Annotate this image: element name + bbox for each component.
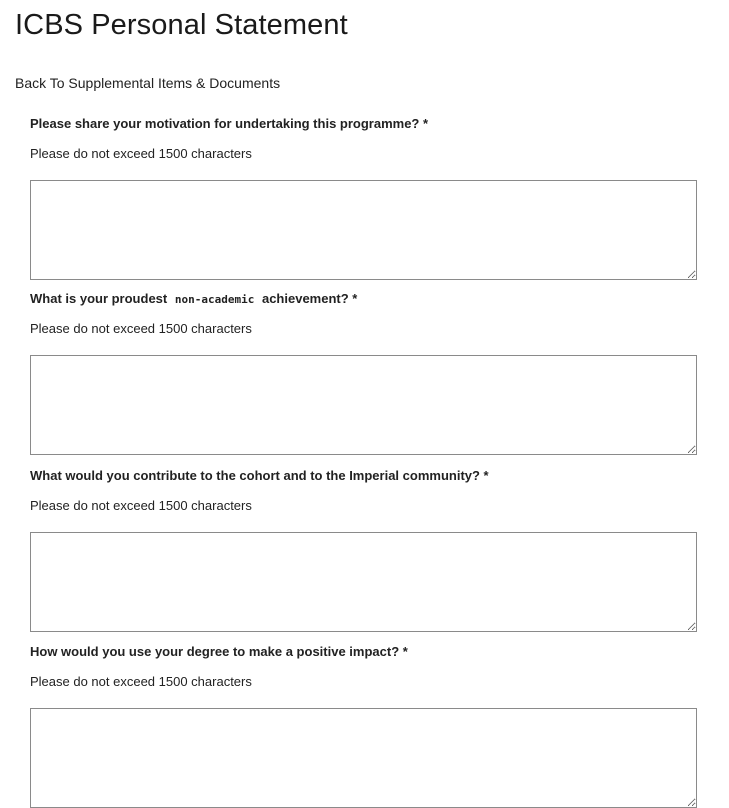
impact-textarea[interactable] xyxy=(30,708,697,808)
character-limit-hint: Please do not exceed 1500 characters xyxy=(30,146,252,161)
character-limit-hint: Please do not exceed 1500 characters xyxy=(30,498,252,513)
back-to-supplemental-link[interactable]: Back To Supplemental Items & Documents xyxy=(15,75,281,91)
character-limit-hint: Please do not exceed 1500 characters xyxy=(30,674,252,689)
question-label-code: non-academic xyxy=(174,293,255,306)
contribution-textarea[interactable] xyxy=(30,532,697,632)
question-label xyxy=(30,291,697,307)
question-label: Please share your motivation for undertaking this programme? * xyxy=(30,116,429,131)
question-label: How would you use your degree to make a positive impact? * xyxy=(30,644,408,659)
question-label: What would you contribute to the cohort and to the Imperial community? * xyxy=(30,468,489,483)
question-motivation xyxy=(30,116,697,280)
question-label-end: achievement? * xyxy=(261,291,358,306)
motivation-textarea[interactable] xyxy=(30,180,697,280)
question-achievement xyxy=(30,291,697,455)
question-contribution xyxy=(30,468,697,632)
question-label-start: What is your proudest xyxy=(30,291,168,306)
question-impact xyxy=(30,644,697,808)
page-title: ICBS Personal Statement xyxy=(15,9,348,41)
character-limit-hint: Please do not exceed 1500 characters xyxy=(30,321,252,336)
achievement-textarea[interactable] xyxy=(30,355,697,455)
